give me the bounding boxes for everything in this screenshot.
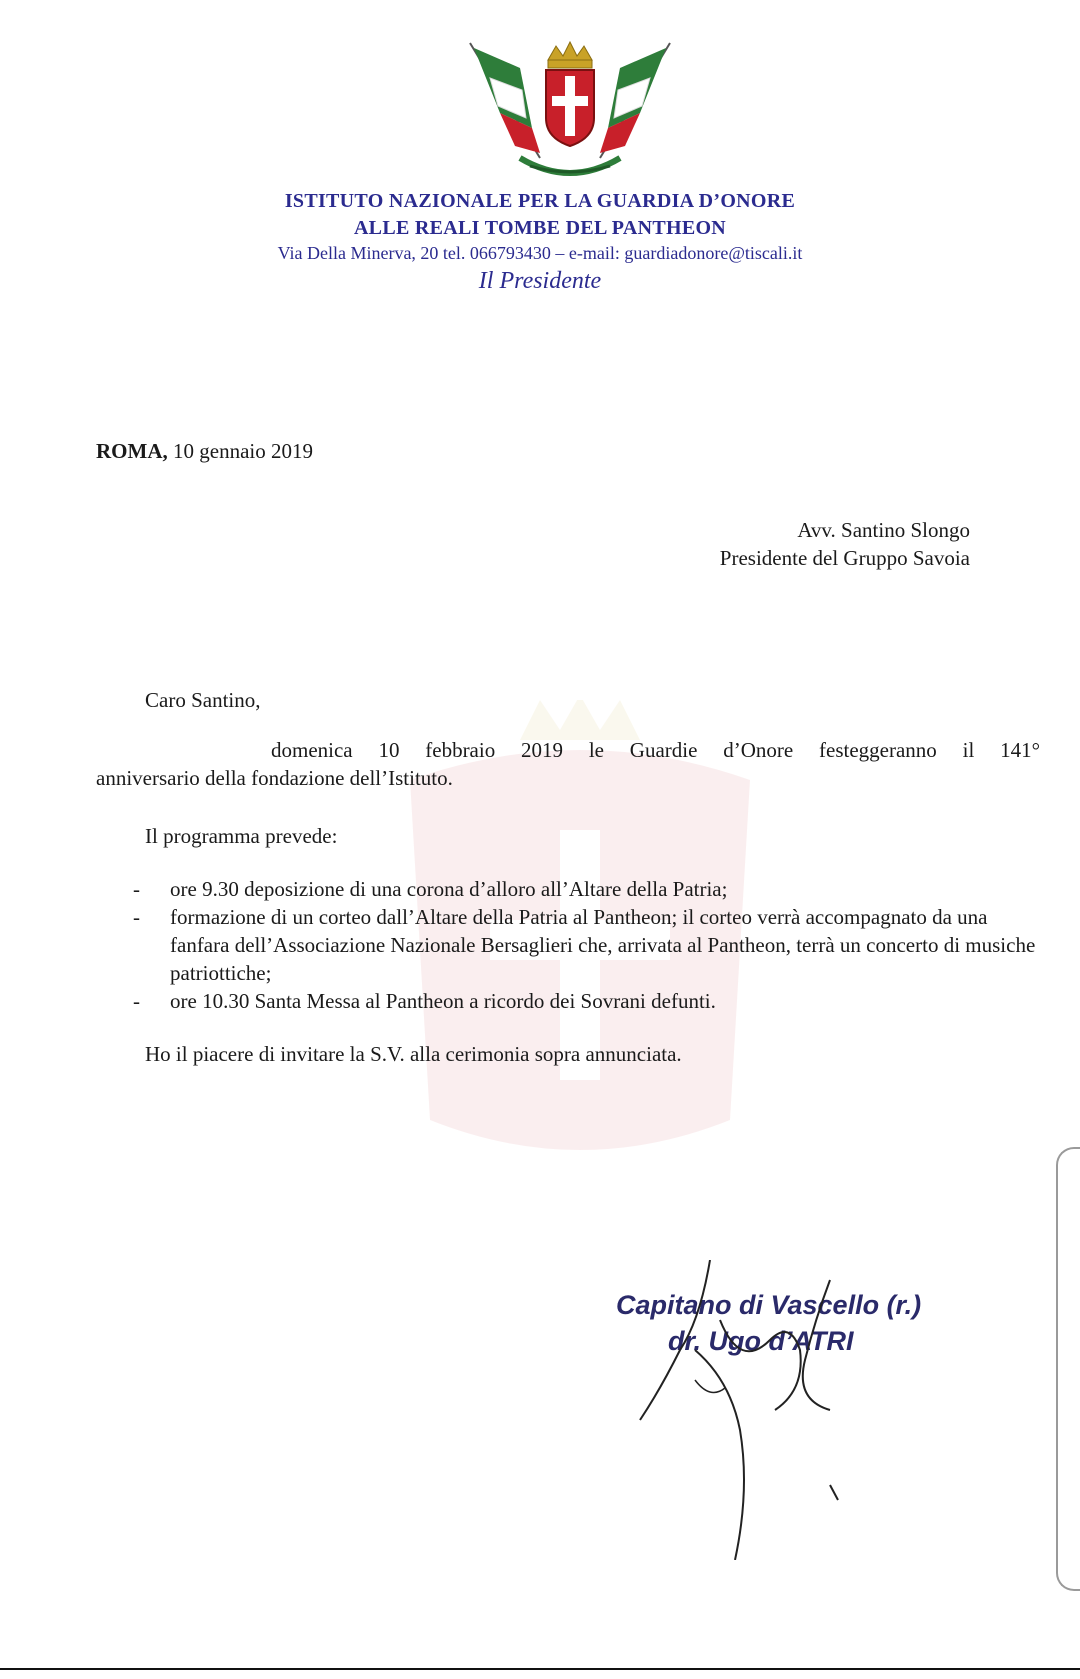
program-intro: Il programma prevede: — [145, 824, 338, 848]
list-item — [96, 875, 1040, 903]
signature-title: Capitano di Vascello (r.) — [616, 1290, 922, 1320]
opening-paragraph — [96, 736, 1040, 792]
program-list — [96, 875, 1040, 1015]
signature-name: dr. Ugo d’ATRI — [668, 1326, 854, 1356]
list-item — [96, 903, 1040, 987]
scroll-edge-indicator — [1056, 1147, 1080, 1591]
institute-name-line2: ALLE REALI TOMBE DEL PANTHEON — [353, 217, 727, 239]
letter-date — [96, 437, 313, 465]
list-dash: - — [133, 989, 140, 1013]
savoy-crest-with-flags-icon — [460, 38, 680, 188]
date-city: ROMA, — [96, 439, 168, 463]
opening-paragraph-line1: domenica 10 febbraio 2019 le Guardie d’Onore festeggeranno il 141° — [271, 738, 1040, 762]
recipient-block — [720, 516, 970, 572]
list-dash: - — [133, 877, 140, 901]
list-item — [96, 987, 1040, 1015]
institute-name-line1: ISTITUTO NAZIONALE PER LA GUARDIA D’ONORE — [284, 190, 796, 212]
letterhead-role: Il Presidente — [478, 268, 602, 294]
list-item-text: ore 9.30 deposizione di una corona d’alloro all’Altare della Patria; — [170, 877, 728, 901]
opening-paragraph-line2: anniversario della fondazione dell’Istituto. — [96, 766, 453, 790]
recipient-name: Avv. Santino Slongo — [797, 518, 970, 542]
list-item-text: formazione di un corteo dall’Altare della Patria al Pantheon; il corteo verrà accompagnato da una fanfara dell’Associazione Nazionale Bersaglieri che, arrivata al Pantheon, terrà un concerto di musiche patriottiche; — [170, 905, 1036, 985]
handwritten-signature-icon — [600, 1260, 900, 1560]
list-dash: - — [133, 905, 140, 929]
date-text: 10 gennaio 2019 — [173, 439, 313, 463]
invitation-sentence: Ho il piacere di invitare la S.V. alla cerimonia sopra annunciata. — [145, 1042, 682, 1066]
institute-address: Via Della Minerva, 20 tel. 066793430 – e-mail: guardiadonore@tiscali.it — [277, 243, 803, 263]
bottom-divider — [0, 1668, 1080, 1670]
recipient-title: Presidente del Gruppo Savoia — [719, 546, 970, 570]
salutation: Caro Santino, — [145, 688, 261, 712]
list-item-text: ore 10.30 Santa Messa al Pantheon a ricordo dei Sovrani defunti. — [170, 989, 716, 1013]
